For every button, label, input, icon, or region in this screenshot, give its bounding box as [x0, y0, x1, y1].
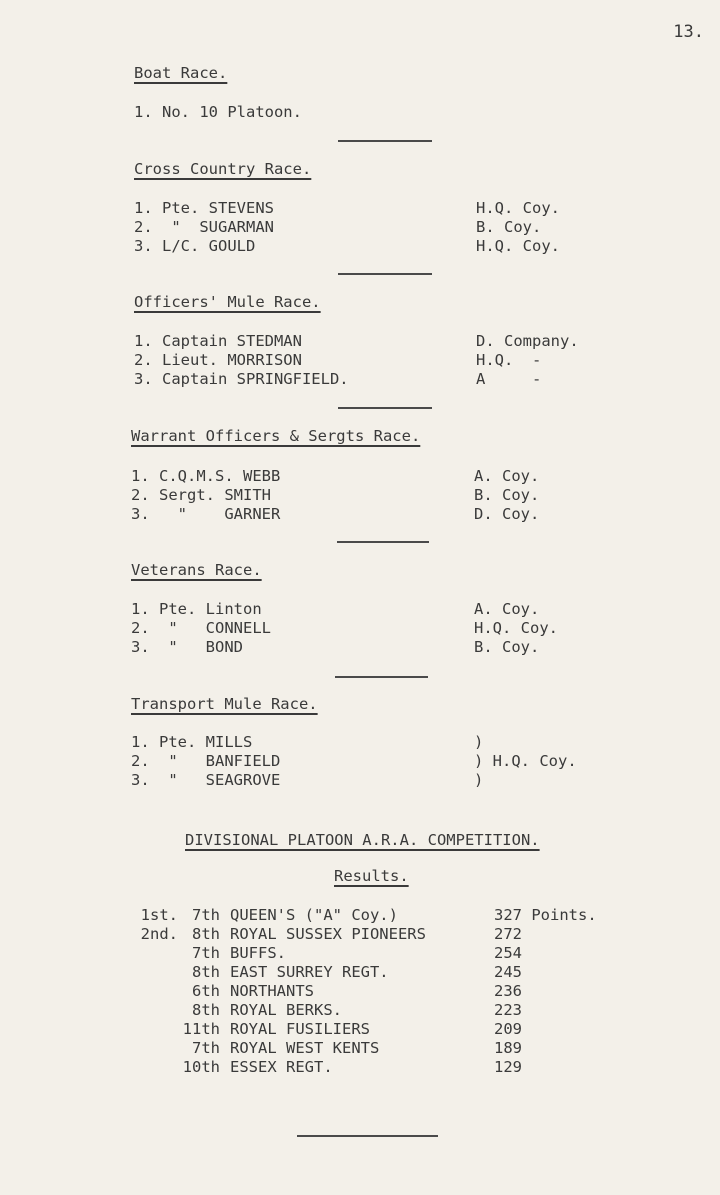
end-divider: [297, 1135, 438, 1137]
section-divider: [338, 140, 432, 142]
section-title: Cross Country Race.: [134, 160, 312, 178]
section-divider: [338, 407, 432, 409]
result-company: D. Coy.: [474, 505, 540, 523]
result-entry: 2. Sergt. SMITH: [131, 486, 271, 504]
result-unit: 7th: [192, 1039, 220, 1057]
result-company: D. Company.: [476, 332, 579, 350]
result-place: 2nd.: [140, 925, 178, 943]
result-regiment: ROYAL FUSILIERS: [230, 1020, 370, 1038]
result-unit: 6th: [192, 982, 220, 1000]
competition-title: DIVISIONAL PLATOON A.R.A. COMPETITION.: [185, 831, 540, 849]
result-points: 129: [494, 1058, 522, 1076]
result-regiment: BUFFS.: [230, 944, 286, 962]
result-entry: 1. No. 10 Platoon.: [134, 103, 302, 121]
result-company: ): [474, 733, 484, 751]
result-company: H.Q. Coy.: [476, 237, 560, 255]
section-title: Transport Mule Race.: [131, 695, 318, 713]
section-title: Veterans Race.: [131, 561, 262, 579]
result-company: A. Coy.: [474, 467, 540, 485]
result-unit: 7th: [192, 944, 220, 962]
result-entry: 3. " BOND: [131, 638, 243, 656]
section-divider: [335, 676, 428, 678]
result-place: 1st.: [140, 906, 178, 924]
result-entry: 3. " SEAGROVE: [131, 771, 281, 789]
section-divider: [338, 273, 432, 275]
result-company: H.Q. -: [476, 351, 542, 369]
result-regiment: NORTHANTS: [230, 982, 314, 1000]
section-divider: [337, 541, 429, 543]
result-points: 236: [494, 982, 522, 1000]
result-entry: 1. Pte. Linton: [131, 600, 262, 618]
result-entry: 2. " CONNELL: [131, 619, 271, 637]
result-regiment: QUEEN'S ("A" Coy.): [230, 906, 398, 924]
result-unit: 10th: [182, 1058, 220, 1076]
result-company: H.Q. Coy.: [476, 199, 560, 217]
result-points: 254: [494, 944, 522, 962]
result-entry: 2. " BANFIELD: [131, 752, 281, 770]
result-unit: 8th: [192, 925, 220, 943]
result-unit: 7th: [192, 906, 220, 924]
result-company: ) H.Q. Coy.: [474, 752, 577, 770]
competition-subtitle: Results.: [334, 867, 409, 885]
result-points: 223: [494, 1001, 522, 1019]
result-entry: 3. L/C. GOULD: [134, 237, 256, 255]
result-company: B. Coy.: [474, 486, 540, 504]
result-company: ): [474, 771, 484, 789]
result-company: A -: [476, 370, 542, 388]
result-regiment: EAST SURREY REGT.: [230, 963, 389, 981]
result-regiment: ESSEX REGT.: [230, 1058, 333, 1076]
result-entry: 1. C.Q.M.S. WEBB: [131, 467, 281, 485]
result-entry: 1. Pte. STEVENS: [134, 199, 274, 217]
result-company: B. Coy.: [476, 218, 542, 236]
result-company: H.Q. Coy.: [474, 619, 558, 637]
result-unit: 8th: [192, 963, 220, 981]
result-points: 272: [494, 925, 522, 943]
result-points: 209: [494, 1020, 522, 1038]
page-number: 13.: [673, 22, 704, 42]
result-regiment: ROYAL BERKS.: [230, 1001, 342, 1019]
result-company: B. Coy.: [474, 638, 540, 656]
section-title: Boat Race.: [134, 64, 228, 82]
result-entry: 2. " SUGARMAN: [134, 218, 274, 236]
result-points: 189: [494, 1039, 522, 1057]
result-unit: 8th: [192, 1001, 220, 1019]
result-entry: 2. Lieut. MORRISON: [134, 351, 302, 369]
result-points: 245: [494, 963, 522, 981]
result-regiment: ROYAL WEST KENTS: [230, 1039, 380, 1057]
result-entry: 3. " GARNER: [131, 505, 281, 523]
result-entry: 1. Pte. MILLS: [131, 733, 253, 751]
section-title: Warrant Officers & Sergts Race.: [131, 427, 421, 445]
result-company: A. Coy.: [474, 600, 540, 618]
result-points: 327 Points.: [494, 906, 597, 924]
result-entry: 1. Captain STEDMAN: [134, 332, 302, 350]
result-regiment: ROYAL SUSSEX PIONEERS: [230, 925, 426, 943]
section-title: Officers' Mule Race.: [134, 293, 321, 311]
result-entry: 3. Captain SPRINGFIELD.: [134, 370, 349, 388]
result-unit: 11th: [182, 1020, 220, 1038]
